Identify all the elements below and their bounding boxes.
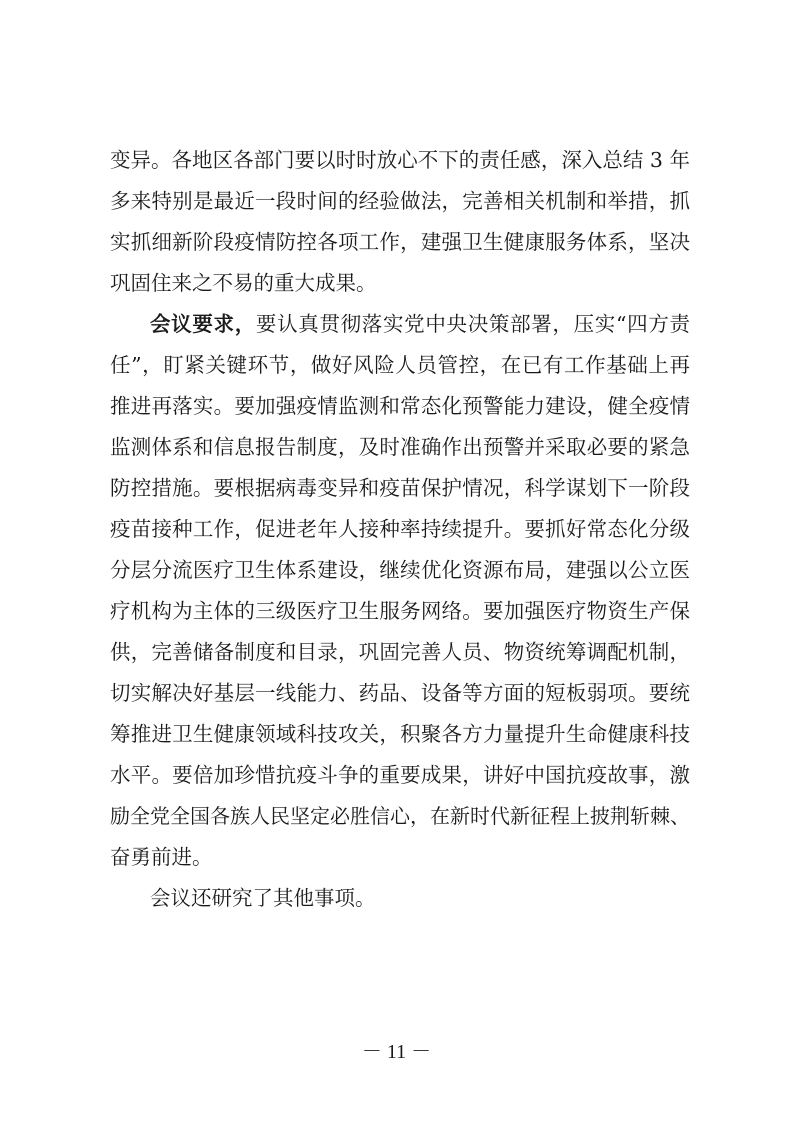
paragraph-2-line-14: 奋勇前进。 [110, 845, 213, 869]
paragraph-2-line-4: 监测体系和信息报告制度，及时准确作出预警并采取必要的紧急 [110, 435, 690, 459]
paragraph-2-line-3: 推进再落实。要加强疫情监测和常态化预警能力建设，健全疫情 [110, 394, 690, 418]
paragraph-2-line-12: 水平。要倍加珍惜抗疫斗争的重要成果，讲好中国抗疫故事，激 [110, 763, 690, 787]
paragraph-2-line-10: 切实解决好基层一线能力、药品、设备等方面的短板弱项。要统 [110, 681, 690, 705]
paragraph-2-line-2: 任”，盯紧关键环节，做好风险人员管控，在已有工作基础上再 [110, 353, 690, 377]
paragraph-1-line-1: 变异。各地区各部门要以时时放心不下的责任感，深入总结 3 年 [110, 148, 690, 172]
page-number: － 11 － [361, 1041, 432, 1063]
paragraph-1-line-3: 实抓细新阶段疫情防控各项工作，建强卫生健康服务体系，坚决 [110, 230, 690, 254]
paragraph-2-line-8: 疗机构为主体的三级医疗卫生服务网络。要加强医疗物资生产保 [110, 599, 690, 623]
paragraph-2-line-5: 防控措施。要根据病毒变异和疫苗保护情况，科学谋划下一阶段 [110, 476, 690, 500]
paragraph-2-line-9: 供，完善储备制度和目录，巩固完善人员、物资统筹调配机制， [110, 640, 690, 664]
paragraph-2-line-1 [150, 304, 690, 344]
paragraph-1-line-2: 多来特别是最近一段时间的经验做法，完善相关机制和举措，抓 [110, 189, 690, 213]
paragraph-2-line-7: 分层分流医疗卫生体系建设，继续优化资源布局，建强以公立医 [110, 558, 690, 582]
paragraph-2-first-line-text: 要认真贯彻落实党中央决策部署，压实“四方责 [255, 312, 690, 336]
paragraph-2-line-11: 筹推进卫生健康领域科技攻关，积聚各方力量提升生命健康科技 [110, 722, 690, 746]
paragraph-2-lead: 会议要求， [150, 312, 256, 336]
paragraph-2-line-13: 励全党全国各族人民坚定必胜信心，在新时代新征程上披荆斩棘、 [110, 804, 690, 828]
paragraph-3-line-1: 会议还研究了其他事项。 [150, 886, 376, 910]
paragraph-2-line-6: 疫苗接种工作，促进老年人接种率持续提升。要抓好常态化分级 [110, 517, 690, 541]
paragraph-1-line-4: 巩固住来之不易的重大成果。 [110, 271, 377, 295]
